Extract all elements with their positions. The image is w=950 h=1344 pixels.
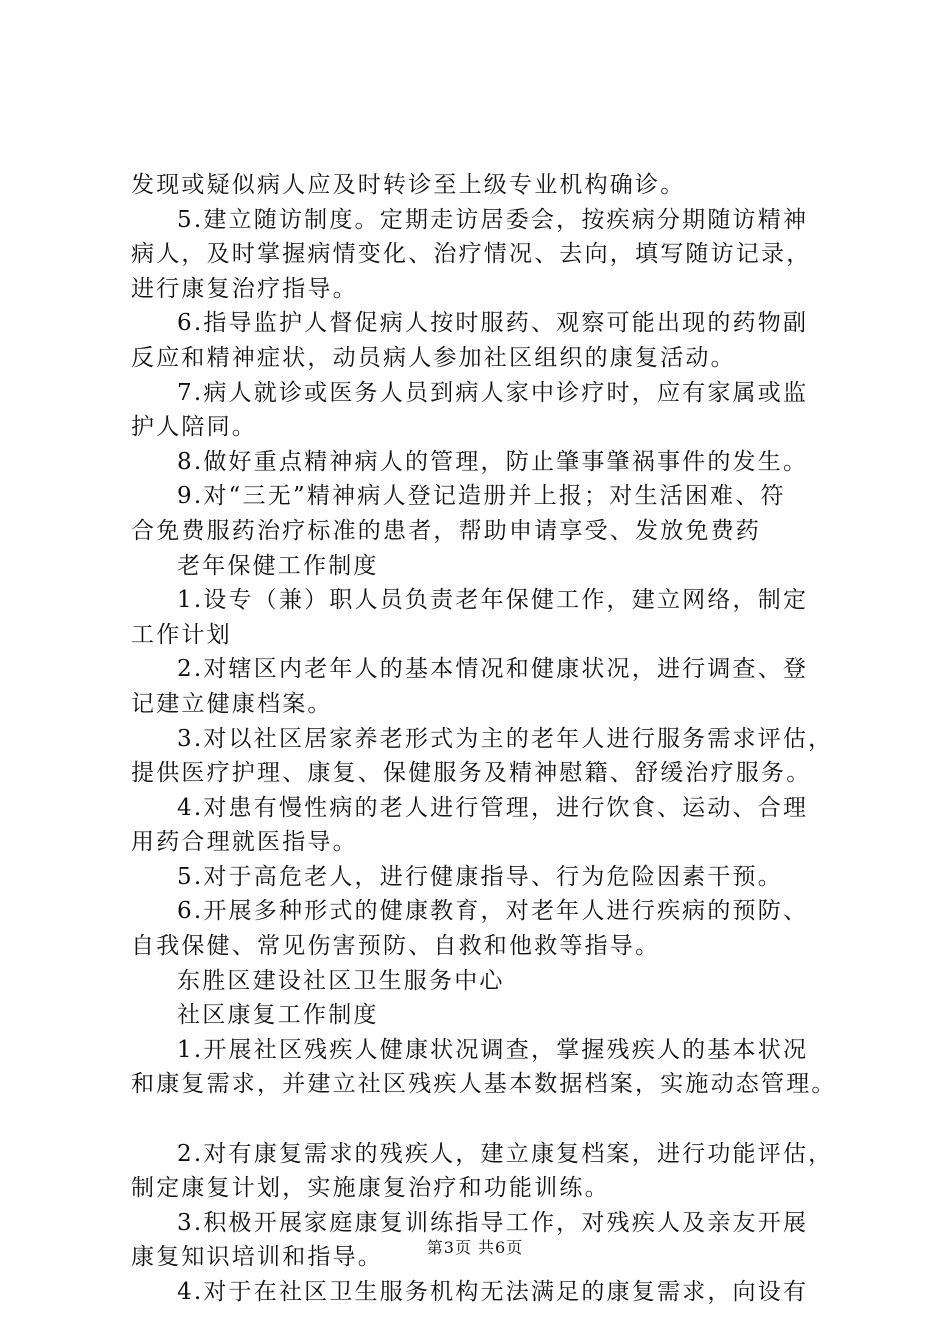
text-line: 制定康复计划，实施康复治疗和功能训练。 (131, 1175, 610, 1202)
text-line: 5.建立随访制度。定期走访居委会，按疾病分期随访精神 (177, 206, 809, 233)
text-line: 4.对于在社区卫生服务机构无法满足的康复需求，向设有 (177, 1279, 809, 1305)
text-line: 合免费服药治疗标准的患者，帮助申请享受、发放免费药 (131, 517, 761, 544)
text-line: 5.对于高危老人，进行健康指导、行为危险因素干预。 (177, 863, 783, 890)
text-line: 1.开展社区残疾人健康状况调查，掌握残疾人的基本状况 (177, 1036, 809, 1063)
text-line: 1.设专（兼）职人员负责老年保健工作，建立网络，制定 (177, 587, 809, 614)
text-line: 康复知识培训和指导。 (131, 1244, 383, 1271)
text-line: 6.指导监护人督促病人按时服药、观察可能出现的药物副 (177, 310, 809, 337)
page-number-footer: 第3页 共6页 (426, 1238, 524, 1257)
text-line: 记建立健康档案。 (131, 690, 333, 717)
text-line: 3.对以社区居家养老形式为主的老年人进行服务需求评估， (177, 725, 834, 752)
text-line: 8.做好重点精神病人的管理，防止肇事肇祸事件的发生。 (177, 448, 809, 475)
text-line: 提供医疗护理、康复、保健服务及精神慰籍、舒缓治疗服务。 (131, 760, 812, 787)
text-line: 护人陪同。 (131, 414, 257, 441)
blank-line (131, 1102, 831, 1137)
text-line: 6.开展多种形式的健康教育，对老年人进行疾病的预防、 (177, 898, 809, 925)
text-line: 3.积极开展家庭康复训练指导工作，对残疾人及亲友开展 (177, 1209, 809, 1236)
text-line: 2.对有康复需求的残疾人，建立康复档案，进行功能评估， (177, 1140, 834, 1167)
section-heading: 老年保健工作制度 (177, 552, 379, 579)
text-line: 9.对“三无”精神病人登记造册并上报；对生活困难、符 (177, 483, 786, 510)
text-line: 7.病人就诊或医务人员到病人家中诊疗时，应有家属或监 (177, 379, 809, 406)
organization-name: 东胜区建设社区卫生服务中心 (177, 967, 505, 994)
text-line: 发现或疑似病人应及时转诊至上级专业机构确诊。 (131, 172, 686, 198)
section-heading: 社区康复工作制度 (177, 1002, 379, 1029)
text-line: 反应和精神症状，动员病人参加社区组织的康复活动。 (131, 344, 736, 371)
text-line: 用药合理就医指导。 (131, 829, 358, 856)
text-line: 自我保健、常见伤害预防、自救和他救等指导。 (131, 933, 661, 960)
text-line: 4.对患有慢性病的老人进行管理，进行饮食、运动、合理 (177, 794, 809, 821)
text-line: 工作计划 (131, 621, 232, 648)
text-line: 2.对辖区内老年人的基本情况和健康状况，进行调查、登 (177, 656, 809, 683)
text-line: 病人，及时掌握病情变化、治疗情况、去向，填写随访记录， (131, 241, 812, 268)
text-line: 和康复需求，并建立社区残疾人基本数据档案，实施动态管理。 (131, 1071, 837, 1098)
text-line: 进行康复治疗指导。 (131, 275, 358, 302)
document-body (131, 168, 837, 1310)
